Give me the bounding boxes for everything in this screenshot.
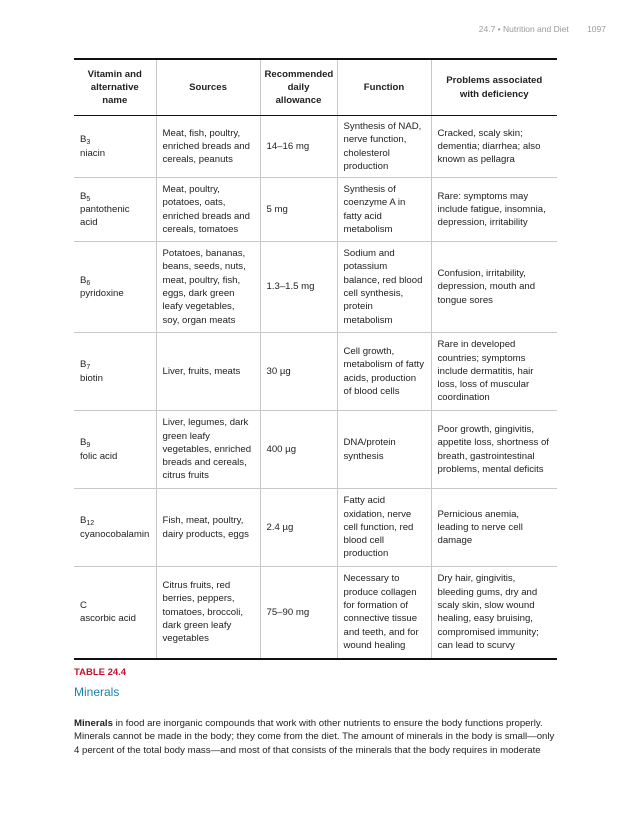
sources-cell: Meat, poultry, potatoes, oats, enriched breads and cereals, tomatoes xyxy=(156,178,260,242)
vitamin-symbol: $B_6$ xyxy=(80,274,91,287)
section-title: 24.7 • Nutrition and Diet xyxy=(478,24,569,34)
deficiency-cell: Confusion, irritability, depression, mouth and tongue sores xyxy=(431,242,557,333)
deficiency-cell: Poor growth, gingivitis, appetite loss, shortness of breath, gastrointestinal problems, mental deficits xyxy=(431,411,557,489)
deficiency-cell: Dry hair, gingivitis, bleeding gums, dry and scaly skin, slow wound healing, easy bruising, compromised immunity; can lead to scurvy xyxy=(431,567,557,659)
column-header: Recommended daily allowance xyxy=(260,59,337,116)
deficiency-cell: Rare in developed countries; symptoms include dermatitis, hair loss, loss of muscular coordination xyxy=(431,333,557,411)
page-number: 1097 xyxy=(587,24,606,34)
vitamin-symbol: $B_7$ xyxy=(80,359,91,372)
deficiency-cell: Rare: symptoms may include fatigue, insomnia, depression, irritability xyxy=(431,178,557,242)
table-row xyxy=(74,333,557,411)
paragraph-text: in food are inorganic compounds that work with other nutrients to ensure the body functions properly. Minerals cannot be made in the body; they come from the diet. The amount of minerals in the body is small—only 4 percent of the total body mass—and most of that consists of the minerals that the body requires in moderate xyxy=(74,717,555,756)
vitamin-cell xyxy=(74,242,156,333)
alternative-name: pantothenic acid xyxy=(80,203,130,229)
function-cell: Fatty acid oxidation, nerve cell function, red blood cell production xyxy=(337,489,431,567)
key-term: Minerals xyxy=(74,717,113,729)
vitamin-symbol: $B_3$ xyxy=(80,134,91,147)
alternative-name: pyridoxine xyxy=(80,288,124,299)
rda-cell: 30 µg xyxy=(260,333,337,411)
column-header: Sources xyxy=(156,59,260,116)
sources-cell: Potatoes, bananas, beans, seeds, nuts, meat, poultry, fish, eggs, dark green leafy vegetables, soy, organ meats xyxy=(156,242,260,333)
function-cell: Sodium and potassium balance, red blood cell synthesis, protein metabolism xyxy=(337,242,431,333)
table-row xyxy=(74,178,557,242)
vitamin-cell xyxy=(74,116,156,178)
vitamin-symbol: $B_5$ xyxy=(80,190,91,203)
column-header: Problems associated with deficiency xyxy=(431,59,557,116)
function-cell: Synthesis of coenzyme A in fatty acid metabolism xyxy=(337,178,431,242)
function-cell: Cell growth, metabolism of fatty acids, production of blood cells xyxy=(337,333,431,411)
function-cell: DNA/protein synthesis xyxy=(337,411,431,489)
table-row xyxy=(74,411,557,489)
column-header: Vitamin and alternative name xyxy=(74,59,156,116)
vitamin-symbol: $B_{12}$ xyxy=(80,515,95,528)
alternative-name: folic acid xyxy=(80,450,118,462)
alternative-name: niacin xyxy=(80,147,106,159)
sources-cell: Fish, meat, poultry, dairy products, eggs xyxy=(156,489,260,567)
vitamin-cell xyxy=(74,567,156,659)
sources-cell: Liver, fruits, meats xyxy=(156,333,260,411)
section-heading: Minerals xyxy=(74,685,120,699)
body-paragraph xyxy=(74,717,558,758)
table-row xyxy=(74,567,557,659)
table-row xyxy=(74,489,557,567)
deficiency-cell: Pernicious anemia, leading to nerve cell damage xyxy=(431,489,557,567)
rda-cell: 75–90 mg xyxy=(260,567,337,659)
rda-cell: 1.3–1.5 mg xyxy=(260,242,337,333)
vitamin-table xyxy=(74,58,557,660)
vitamin-cell xyxy=(74,489,156,567)
table-header-row xyxy=(74,59,557,116)
rda-cell: 14–16 mg xyxy=(260,116,337,178)
vitamin-symbol: C xyxy=(80,599,87,611)
sources-cell: Meat, fish, poultry, enriched breads and cereals, peanuts xyxy=(156,116,260,178)
table-row xyxy=(74,242,557,333)
vitamin-cell xyxy=(74,411,156,489)
alternative-name: cyanocobalamin xyxy=(80,528,150,540)
vitamin-cell xyxy=(74,178,156,242)
vitamin-cell xyxy=(74,333,156,411)
alternative-name: ascorbic acid xyxy=(80,613,136,625)
table-row xyxy=(74,116,557,178)
table-body xyxy=(74,116,557,659)
function-cell: Necessary to produce collagen for formation of connective tissue and teeth, and for wound healing xyxy=(337,567,431,659)
alternative-name: biotin xyxy=(80,372,103,384)
sources-cell: Liver, legumes, dark green leafy vegetables, enriched breads and cereals, citrus fruits xyxy=(156,411,260,489)
vitamin-symbol: $B_9$ xyxy=(80,437,91,450)
running-header xyxy=(479,24,606,34)
rda-cell: 400 µg xyxy=(260,411,337,489)
table-label: TABLE 24.4 xyxy=(74,667,127,678)
sources-cell: Citrus fruits, red berries, peppers, tomatoes, broccoli, dark green leafy vegetables xyxy=(156,567,260,659)
rda-cell: 2.4 µg xyxy=(260,489,337,567)
rda-cell: 5 mg xyxy=(260,178,337,242)
deficiency-cell: Cracked, scaly skin; dementia; diarrhea; also known as pellagra xyxy=(431,116,557,178)
column-header: Function xyxy=(337,59,431,116)
function-cell: Synthesis of NAD, nerve function, cholesterol production xyxy=(337,116,431,178)
